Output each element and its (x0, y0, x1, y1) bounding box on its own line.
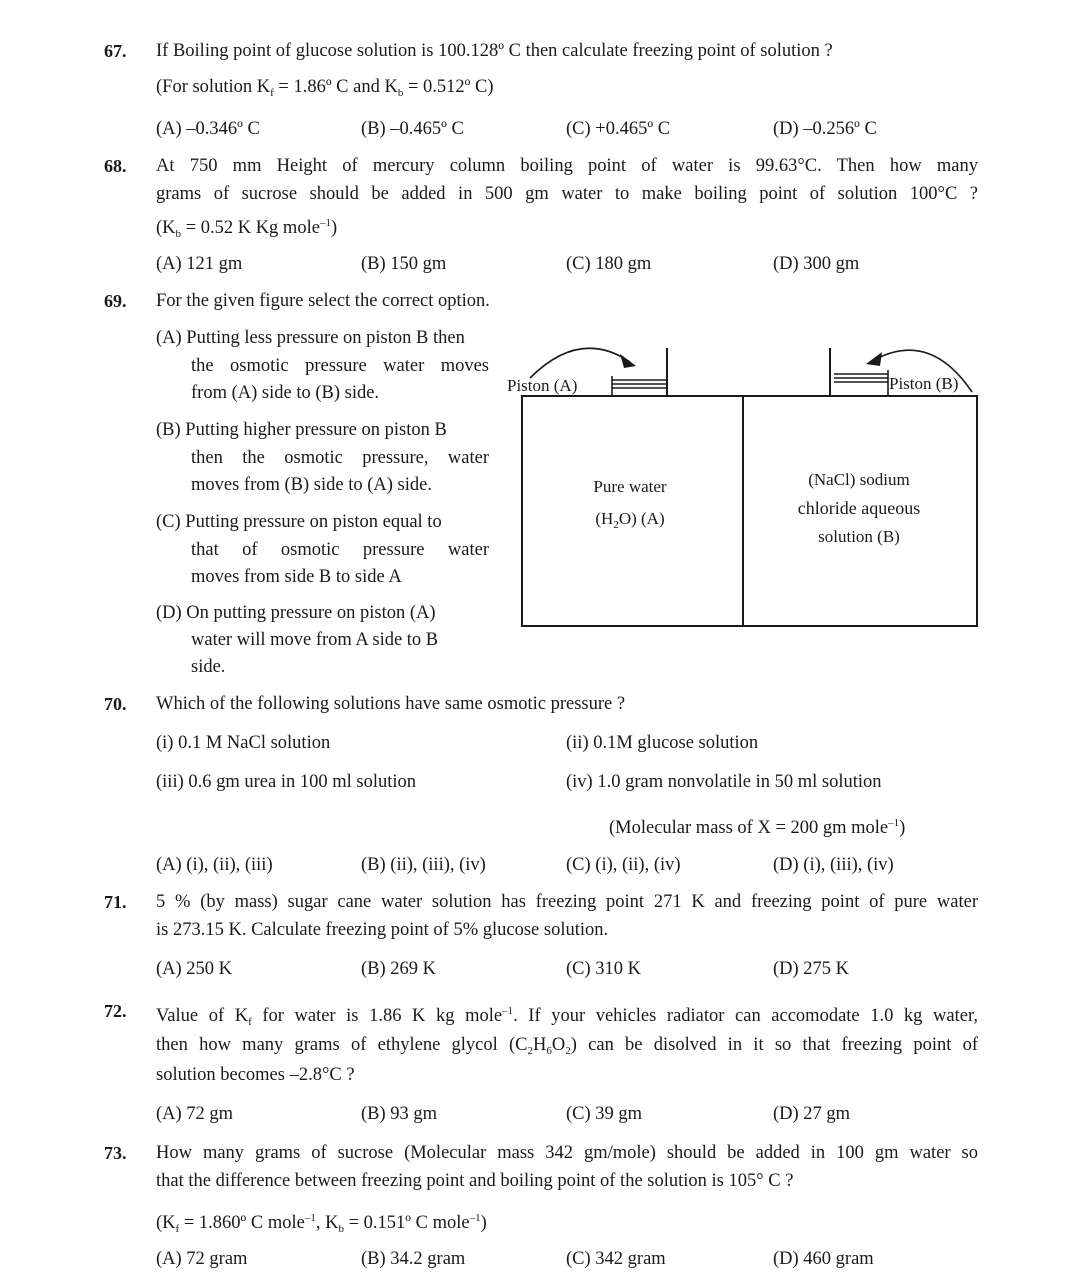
question-71-line-1: 5 % (by mass) sugar cane water solution has freezing point 271 K and freezing point of pure water (156, 892, 978, 912)
question-70-text: Which of the following solutions have same osmotic pressure ? (156, 694, 626, 714)
option-c: (C) 342 gram (566, 1249, 666, 1269)
option-d: (D) 27 gm (773, 1104, 851, 1124)
question-68-line-2: grams of sucrose should be added in 500 gm water to make boiling point of solution 100°C ? (156, 184, 978, 204)
question-73-line-2: that the difference between freezing point and boiling point of the solution is 105° C ? (156, 1171, 794, 1191)
option-c: (C) +0.465º C (566, 119, 671, 139)
left-compartment-label-1: Pure water (593, 477, 667, 496)
piston-a-label: Piston (A) (507, 376, 578, 395)
question-73-line-1: How many grams of sucrose (Molecular mass 342 gm/mole) should be added in 100 gm water so (156, 1143, 978, 1163)
right-compartment-label-3: solution (B) (818, 527, 900, 546)
option-a: (A) 72 gram (156, 1249, 248, 1269)
piston-b-label: Piston (B) (889, 374, 959, 393)
arrow-icon (620, 354, 636, 368)
option-a: (A) 250 K (156, 959, 233, 979)
option-a: (A) 121 gm (156, 254, 243, 274)
question-69-option-b-line-1: (B) Putting higher pressure on piston B (156, 420, 447, 440)
question-69-option-a-line-3: from (A) side to (B) side. (191, 383, 380, 403)
right-compartment-label-1: (NaCl) sodium (808, 470, 910, 489)
option-b: (B) –0.465º C (361, 119, 464, 139)
left-compartment-label-2: $(H_2O)$ (A) (595, 509, 665, 531)
question-72-line-1: Value of $K_f$ for water is 1.86 K kg mole$^{-1}$. If your vehicles radiator can accomodate 1.0 kg water, (156, 1005, 978, 1028)
option-a: (A) (i), (ii), (iii) (156, 855, 273, 875)
question-70-item-2: (ii) 0.1M glucose solution (566, 733, 759, 753)
question-69-option-c-line-2: that of osmotic pressure water (191, 540, 489, 560)
option-c: (C) 180 gm (566, 254, 652, 274)
question-73-constants: ($K_f$ = 1.860º C mole$^{-1}$, $K_b$ = 0.151º C mole$^{-1}$) (156, 1212, 487, 1235)
question-69-option-c-line-1: (C) Putting pressure on piston equal to (156, 512, 442, 532)
question-69-option-a-line-2: the osmotic pressure water moves (191, 356, 489, 376)
question-number-67: 67. (104, 41, 127, 61)
question-68-constant: ($K_b = 0.52$ K Kg mole$^{-1}$) (156, 217, 338, 240)
question-number-73: 73. (104, 1143, 127, 1163)
question-69-option-a-line-1: (A) Putting less pressure on piston B then (156, 328, 465, 348)
option-b: (B) (ii), (iii), (iv) (361, 855, 486, 875)
question-70-note: (Molecular mass of X = 200 gm mole$^{-1}$) (609, 817, 906, 838)
question-70-item-3: (iii) 0.6 gm urea in 100 ml solution (156, 772, 417, 792)
question-72-line-2: then how many grams of ethylene glycol $(C_2H_6O_2)$ can be disolved in it so that freezing point of (156, 1035, 978, 1057)
question-69-option-d-line-3: side. (191, 657, 226, 677)
option-a: (A) 72 gm (156, 1104, 234, 1124)
option-b: (B) 34.2 gram (361, 1249, 466, 1269)
option-b: (B) 150 gm (361, 254, 447, 274)
option-c: (C) 39 gm (566, 1104, 643, 1124)
question-69-option-b-line-2: then the osmotic pressure, water (191, 448, 489, 468)
question-70-item-1: (i) 0.1 M NaCl solution (156, 733, 331, 753)
question-70-item-4: (iv) 1.0 gram nonvolatile in 50 ml solution (566, 772, 882, 792)
question-69-option-d-line-2: water will move from A side to B (191, 630, 439, 650)
question-number-68: 68. (104, 156, 127, 176)
option-c: (C) 310 K (566, 959, 642, 979)
right-compartment-label-2: chloride aqueous (797, 498, 921, 518)
osmosis-figure (500, 340, 980, 640)
question-number-69: 69. (104, 291, 127, 311)
question-69-option-d-line-1: (D) On putting pressure on piston (A) (156, 603, 436, 623)
option-d: (D) (i), (iii), (iv) (773, 855, 894, 875)
option-b: (B) 93 gm (361, 1104, 438, 1124)
question-69-text: For the given figure select the correct option. (156, 291, 490, 311)
option-d: (D) 460 gram (773, 1249, 874, 1269)
question-67-constants: (For solution $K_f$ = 1.86º C and $K_b$ = 0.512º C) (156, 77, 494, 99)
arrow-icon (866, 352, 882, 366)
question-72-line-3: solution becomes –2.8°C ? (156, 1065, 355, 1085)
option-a: (A) –0.346º C (156, 119, 260, 139)
question-number-70: 70. (104, 694, 127, 714)
question-68-line-1: At 750 mm Height of mercury column boiling point of water is 99.63°C. Then how many (156, 156, 978, 176)
question-69-option-b-line-3: moves from (B) side to (A) side. (191, 475, 432, 495)
option-d: (D) 275 K (773, 959, 850, 979)
option-b: (B) 269 K (361, 959, 437, 979)
option-d: (D) 300 gm (773, 254, 860, 274)
option-d: (D) –0.256º C (773, 119, 877, 139)
question-71-line-2: is 273.15 K. Calculate freezing point of 5% glucose solution. (156, 920, 609, 940)
question-69-option-c-line-3: moves from side B to side A (191, 567, 402, 587)
question-number-72: 72. (104, 1001, 127, 1021)
option-c: (C) (i), (ii), (iv) (566, 855, 681, 875)
question-number-71: 71. (104, 892, 127, 912)
question-67-text: If Boiling point of glucose solution is 100.128º C then calculate freezing point of solution ? (156, 41, 833, 61)
